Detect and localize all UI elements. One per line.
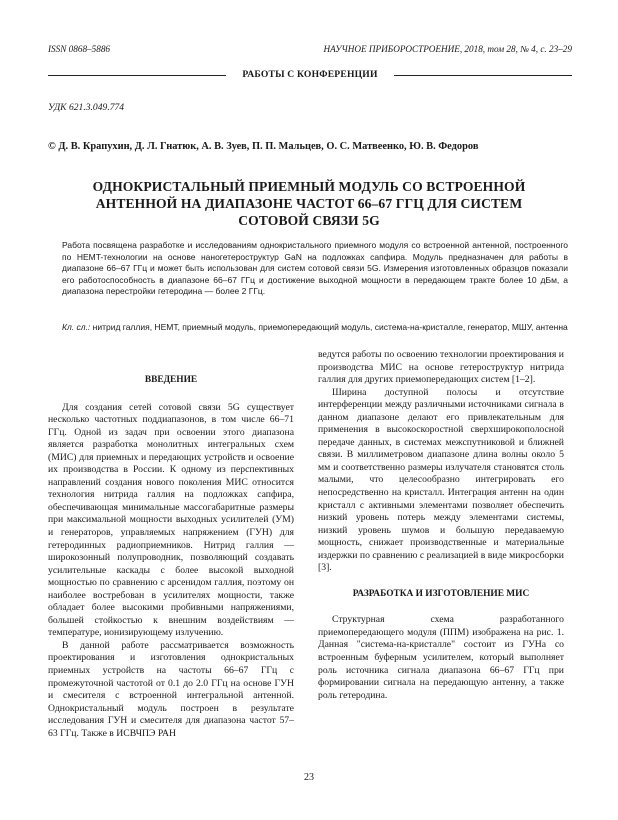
udk-code: УДК 621.3.049.774 [48,102,125,113]
journal-citation: НАУЧНОЕ ПРИБОРОСТРОЕНИЕ, 2018, том 28, № 4, с. 23–29 [323,44,572,54]
journal-issn: ISSN 0868–5886 [48,44,111,54]
intro-heading: ВВЕДЕНИЕ [144,375,198,385]
article-title: ОДНОКРИСТАЛЬНЫЙ ПРИЕМНЫЙ МОДУЛЬ СО ВСТРОЕННОЙ АНТЕННОЙ НА ДИАПАЗОНЕ ЧАСТОТ 66–67 ГГЦ ДЛЯ СИСТЕМ СОТОВОЙ СВЯЗИ 5G [92,179,526,228]
right-paragraph-1: ведутся работы по освоению технологии проектирования и производства МИС на основе гетероструктур нитрида галлия для других приемопередающих систем [1–2]. [318,349,564,386]
section-title: РАБОТЫ С КОНФЕРЕНЦИИ [242,69,378,80]
authors-line: © Д. В. Крапухин, Д. Л. Гнатюк, А. В. Зуев, П. П. Мальцев, О. С. Матвеенко, Ю. В. Федоров [48,141,479,152]
right-paragraph-3: Структурная схема разработанного приемопередающего модуля (ППМ) изображена на рис. 1. Данная "система-на-кристалле" состоит из ГУНа со встроенным буферным усилителем, который выполняет роль источника сигнала диапазона 66–67 ГГц при формировании сигнала на передающую антенну, а также роль гетеродина. [318,614,564,701]
right-column [318,349,564,702]
section-rule-right [394,75,572,76]
keywords-text: нитрид галлия, HEMT, приемный модуль, приемопередающий модуль, система-на-кристалле, генератор, МШУ, антенна [90,322,568,332]
right-paragraph-2: Ширина доступной полосы и отсутствие интерференции между различными источниками сигнала в данном диапазоне делают его привлекательным для применения в высокоскоростной сверхширокополосной передаче данных, в системах межспутниковой и ближней связи. В миллиметровом диапазоне длина волны около 5 мм и соответственно размеры излучателя становятся столь малыми, что целесообразно интегрировать его непосредственно на кристалл. Интеграция антенн на один кристалл с активными элементами позволяет обеспечить низкий уровень потерь между элементами системы, низкий уровень шумов и большую передаваемую мощность, снижает производственные и материальные издержки по сравнению с реализацией в виде микросборки [3]. [318,386,564,574]
intro-paragraph-2: В данной работе рассматривается возможность проектирования и изготовления однокристальных приемных устройств на частоты 66–67 ГГц с промежуточной частотой от 0.1 до 2.0 ГГц на основе ГУН и смесителя с встроенной интегральной антенной. Однокристальный модуль построен в результате исследования ГУН и смесителя для диапазона частот 57–63 ГГц. Также в ИСВЧПЭ РАН [48,639,294,739]
intro-paragraph-1: Для создания сетей сотовой связи 5G существует несколько частотных поддиапазонов, в том числе 66–71 ГГц. Одной из задач при освоении этого диапазона является разработка монолитных интегральных схем (МИС) для приемных и передающих устройств и освоение их производства в России. К одному из перспективных направлений создания нового поколения МИС относится технология нитрида галлия на подложках сапфира, обеспечивающая минимальные массогабаритные размеры при максимальной мощности выходных усилителей (УМ) и генераторов, управляемых напряжением (ГУН) для гетеродинных радиоприемников. Нитрид галлия — широкозонный полупроводник, позволяющий создавать усилительные каскады с более высокой выходной мощностью по сравнению с арсенидом галлия, поэтому он наиболее востребован в усилителях мощности, также обладает более высокими пробивными напряжениями, большей стойкостью к внешним воздействиям — температуре, ионизирующему излучению. [48,401,294,639]
left-column [48,374,294,740]
keywords [62,322,568,334]
abstract: Работа посвящена разработке и исследованиям однокристального приемного модуля со встроенной антенной, построенного по HEMT-технологии на основе наногетероструктур GaN на подложках сапфира. Модуль предназначен для работы в диапазоне 66–67 ГГц и может быть использован для систем сотовой связи 5G. Измерения изготовленных образцов показали его работоспособность в диапазоне 66–67 ГГц и достижение выходной мощности в передающем тракте более 10 дБм, а диапазона перестройки гетеродина — более 2 ГГц. [62,240,568,297]
keywords-label: Кл. сл.: [62,322,91,332]
page-number: 23 [304,772,314,783]
mis-heading: РАЗРАБОТКА И ИЗГОТОВЛЕНИЕ МИС [352,588,530,599]
